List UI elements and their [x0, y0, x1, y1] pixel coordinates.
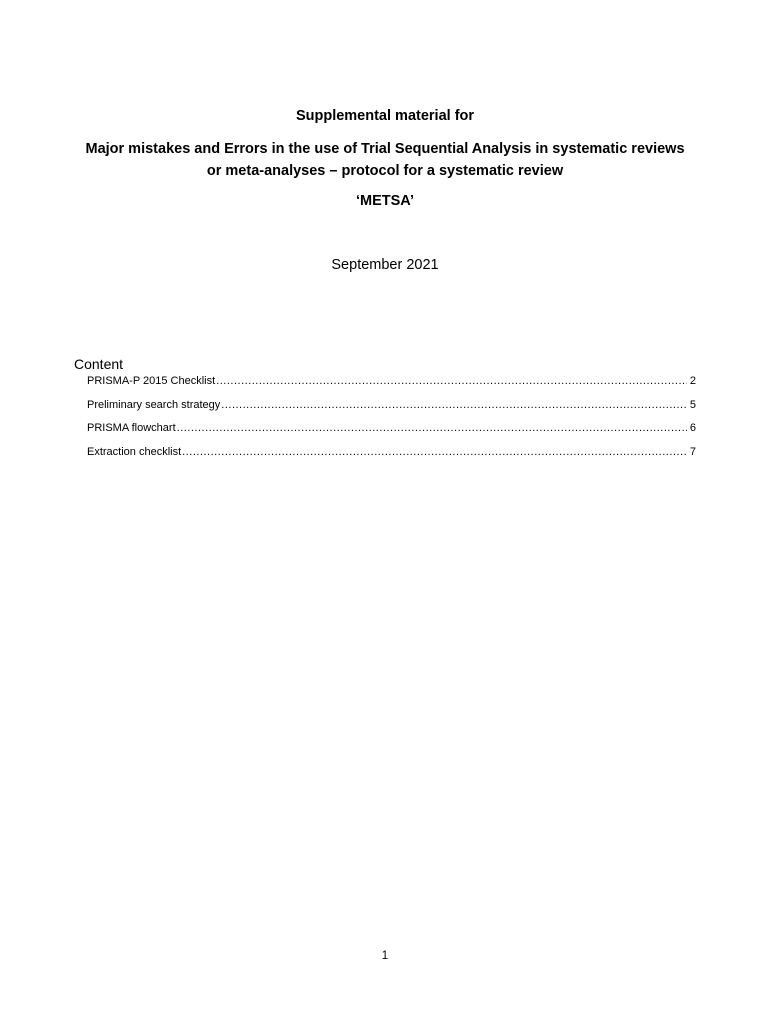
toc-dot-leader — [182, 445, 687, 459]
toc-entry-label: Preliminary search strategy — [87, 398, 221, 411]
toc-dot-leader — [221, 398, 687, 412]
toc-entry-page: 5 — [689, 398, 696, 411]
toc-entry-page: 7 — [689, 445, 696, 458]
toc-entry-label: PRISMA-P 2015 Checklist — [87, 375, 216, 387]
page-number: 1 — [381, 950, 389, 962]
toc-dot-leader — [177, 421, 687, 435]
toc-entry-extraction-checklist[interactable] — [87, 445, 696, 469]
supplemental-heading: Supplemental material for — [295, 108, 475, 124]
toc-dot-leader — [216, 374, 687, 388]
toc-entry-page: 6 — [689, 422, 696, 434]
toc-entry-search-strategy[interactable] — [87, 398, 696, 422]
toc-heading: Content — [74, 356, 124, 372]
toc-entry-prisma-p-checklist[interactable] — [87, 374, 696, 398]
document-date: September 2021 — [331, 257, 439, 273]
toc-entry-label: PRISMA flowchart — [87, 422, 176, 434]
document-acronym: ‘METSA’ — [355, 193, 414, 209]
toc-entry-page: 2 — [689, 375, 696, 387]
document-title: Major mistakes and Errors in the use of Trial Sequential Analysis in systematic reviews or meta-analyses – protocol for a systematic review — [85, 141, 685, 179]
toc-entry-label: Extraction checklist — [87, 445, 182, 458]
table-of-contents — [87, 374, 696, 468]
toc-entry-prisma-flowchart[interactable] — [87, 421, 696, 445]
